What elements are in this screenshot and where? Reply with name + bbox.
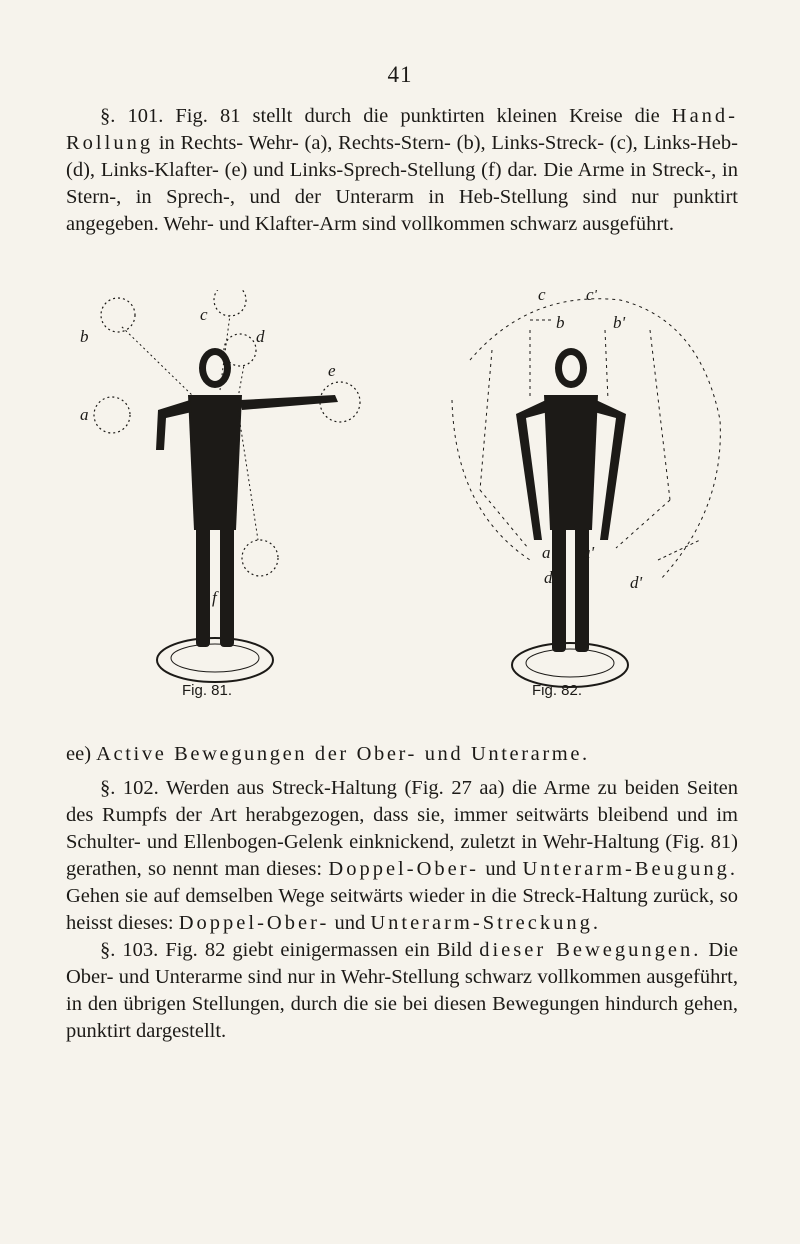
section-number-102: §. 102. bbox=[100, 777, 159, 799]
term-unterarm-streckung: Unterarm-Streckung. bbox=[370, 912, 601, 934]
para101-text-2: in Rechts- Wehr- (a), Rechts-Stern- (b), Links-Streck- (c), Links-Heb- (d), Links-Klafter- (e) und Links-Sprech-Stellung (f) dar. Die Arme in Streck-, in Stern-, in Sprech-, und der Unterarm in Heb-Stellung sind nur punktirt angegeben. Wehr- und Klafter-Arm sind vollkommen schwarz ausgeführt. bbox=[66, 132, 738, 235]
para103-text-2: Die Ober- und Unterarme sind nur in Wehr-Stellung schwarz vollkommen ausgeführt, in den übrigen Stellungen, durch die sie bei diesen Bewegungen hindurch gehen, punktirt dargestellt. bbox=[66, 939, 739, 1042]
fig81-label-e: e bbox=[328, 361, 336, 380]
fig82-label-c: c bbox=[538, 290, 546, 304]
fig82-label-b-prime: b' bbox=[613, 313, 626, 332]
para101-text-1: Fig. 81 stellt durch die punktirten kleinen Kreise die bbox=[163, 105, 672, 127]
fig81-label-d: d bbox=[256, 327, 265, 346]
fig82-label-a: a bbox=[542, 543, 551, 562]
fig82-label-d-prime: d' bbox=[630, 573, 643, 592]
figures-area bbox=[60, 290, 750, 690]
term-hand-rollung: Hand-Rollung bbox=[66, 105, 738, 154]
para102-text-4: und bbox=[329, 912, 371, 934]
paragraphs-102-103 bbox=[66, 775, 738, 1045]
para102-text-3: Gehen sie auf demselben Wege seitwärts wieder in die Streck-Haltung zurück, so heisst dieses: bbox=[66, 885, 738, 934]
term-dieser-bewegungen: dieser Bewegungen. bbox=[479, 939, 702, 961]
fig81-label-f: f bbox=[212, 588, 217, 607]
heading-title: Active Bewegungen der Ober- und Unterarme. bbox=[96, 743, 590, 765]
fig-81-caption: Fig. 81. bbox=[182, 682, 233, 699]
para103-text-1: Fig. 82 giebt einigermassen ein Bild bbox=[158, 939, 480, 961]
fig-81-drawing bbox=[80, 290, 360, 682]
term-doppel-ober-2: Doppel-Ober- bbox=[178, 912, 330, 934]
heading-prefix: ee) bbox=[66, 743, 97, 765]
section-number-103: §. 103. bbox=[100, 939, 159, 961]
fig81-label-b: b bbox=[80, 327, 89, 346]
para102-text-2: und bbox=[478, 858, 523, 880]
paragraph-101 bbox=[66, 103, 738, 238]
term-unterarm-beugung: Unterarm-Beugung. bbox=[522, 858, 739, 880]
fig81-label-a: a bbox=[80, 405, 89, 424]
fig82-label-c-prime: c' bbox=[586, 290, 598, 304]
figures-illustration bbox=[60, 290, 750, 690]
section-heading-ee bbox=[66, 741, 738, 768]
fig81-label-c: c bbox=[200, 305, 208, 324]
section-number-101: §. 101. bbox=[100, 105, 164, 127]
fig82-label-d: d bbox=[544, 568, 553, 587]
para102-text-1: Werden aus Streck-Haltung (Fig. 27 aa) die Arme zu beiden Seiten des Rumpfs der Art herabgezogen, dass sie, immer seitwärts bleibend und im Schulter- und Ellenbogen-Gelenk einknickend, zuletzt in Wehr-Haltung (Fig. 81) gerathen, so nennt man dieses: bbox=[66, 777, 739, 880]
fig-82-caption: Fig. 82. bbox=[532, 682, 583, 699]
fig-82-drawing bbox=[452, 290, 720, 687]
page-number: 41 bbox=[387, 62, 413, 87]
term-doppel-ober-1: Doppel-Ober- bbox=[328, 858, 479, 880]
fig82-label-b: b bbox=[556, 313, 565, 332]
fig82-label-a-prime: a' bbox=[582, 543, 595, 562]
